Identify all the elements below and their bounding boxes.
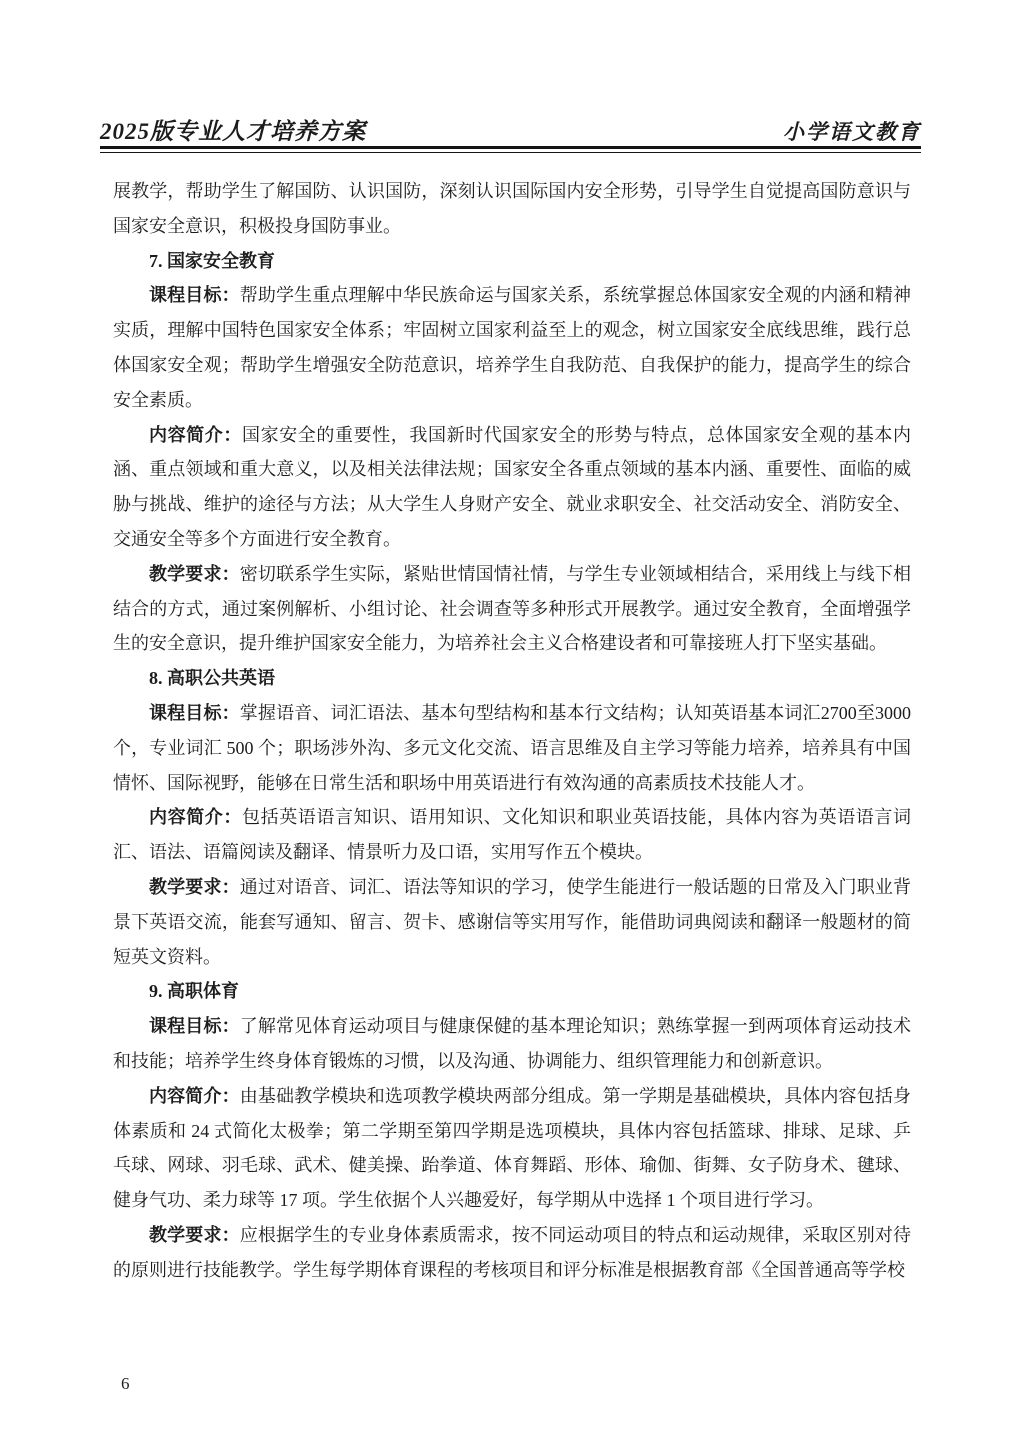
paragraph-course-objectives [113, 1009, 911, 1079]
paragraph-text: 通过对语音、词汇、语法等知识的学习，使学生能进行一般话题的日常及入门职业背景下英语交流，能套写通知、留言、贺卡、感谢信等实用写作，能借助词典阅读和翻译一般题材的简短英文资料。 [113, 876, 911, 967]
paragraph-text: 包括英语语言知识、语用知识、文化知识和职业英语技能，具体内容为英语语言词汇、语法、语篇阅读及翻译、情景听力及口语，实用写作五个模块。 [113, 807, 911, 863]
section-heading-physical-education: 9. 高职体育 [149, 981, 239, 1002]
section-heading-public-english: 8. 高职公共英语 [149, 668, 275, 689]
paragraph-label: 课程目标： [149, 285, 240, 306]
paragraph-text: 由基础教学模块和选项教学模块两部分组成。第一学期是基础模块，具体内容包括身体素质和 24 式简化太极拳；第二学期至第四学期是选项模块，具体内容包括篮球、排球、足球、乒乓球、网球、羽毛球、武术、健美操、跆拳道、体育舞蹈、形体、瑜伽、街舞、女子防身术、毽球、健身气功、柔力球等 17 项。学生依据个人兴趣爱好，每学期从中选择 1 个项目进行学习。 [113, 1085, 911, 1211]
header-rule-thin [100, 152, 921, 153]
paragraph-teaching-requirements [113, 557, 911, 661]
paragraph-text: 应根据学生的专业身体素质需求，按不同运动项目的特点和运动规律，采取区别对待的原则进行技能教学。学生每学期体育课程的考核项目和评分标准是根据教育部《全国普通高等学校 [113, 1224, 911, 1280]
paragraph-teaching-requirements [113, 1218, 911, 1288]
paragraph-content-overview [113, 418, 911, 557]
paragraph-label: 内容简介： [149, 1085, 240, 1106]
paragraph-label: 教学要求： [149, 1224, 240, 1245]
paragraph-teaching-requirements [113, 870, 911, 974]
header-right-title: 小学语文教育 [783, 120, 921, 144]
paragraph-text: 帮助学生重点理解中华民族命运与国家关系，系统掌握总体国家安全观的内涵和精神实质，理解中国特色国家安全体系；牢固树立国家利益至上的观念，树立国家安全底线思维，践行总体国家安全观；帮助学生增强安全防范意识，培养学生自我防范、自我保护的能力，提高学生的综合安全素质。 [113, 285, 911, 410]
paragraph-label: 课程目标： [149, 1016, 240, 1037]
page-header [100, 119, 921, 145]
paragraph-label: 教学要求： [149, 563, 240, 584]
section-heading-national-security: 7. 国家安全教育 [149, 250, 275, 271]
paragraph-course-objectives [113, 278, 911, 417]
paragraph-label: 教学要求： [149, 876, 240, 897]
paragraph-text: 了解常见体育运动项目与健康保健的基本理论知识；熟练掌握一到两项体育运动技术和技能；培养学生终身体育锻炼的习惯，以及沟通、协调能力、组织管理能力和创新意识。 [113, 1016, 911, 1071]
paragraph-text: 密切联系学生实际，紧贴世情国情社情，与学生专业领域相结合，采用线上与线下相结合的方式，通过案例解析、小组讨论、社会调查等多种形式开展教学。通过安全教育，全面增强学生的安全意识，提升维护国家安全能力，为培养社会主义合格建设者和可靠接班人打下坚实基础。 [113, 563, 911, 654]
paragraph-content-overview [113, 1079, 911, 1218]
page-number: 6 [121, 1374, 130, 1393]
header-left-title: 2025版专业人才培养方案 [100, 119, 366, 144]
document-body [113, 174, 911, 1288]
paragraph-content-overview [113, 800, 911, 870]
paragraph-label: 内容简介： [149, 807, 242, 828]
header-rule-thick [100, 146, 921, 149]
paragraph-text: 国家安全的重要性，我国新时代国家安全的形势与特点，总体国家安全观的基本内涵、重点领域和重大意义，以及相关法律法规；国家安全各重点领域的基本内涵、重要性、面临的威胁与挑战、维护的途径与方法；从大学生人身财产安全、就业求职安全、社交活动安全、消防安全、交通安全等多个方面进行安全教育。 [113, 424, 911, 549]
paragraph-course-objectives [113, 696, 911, 800]
paragraph-label: 内容简介： [149, 424, 242, 445]
paragraph-continuation: 展教学，帮助学生了解国防、认识国防，深刻认识国际国内安全形势，引导学生自觉提高国防意识与国家安全意识，积极投身国防事业。 [113, 181, 911, 236]
paragraph-text: 掌握语音、词汇语法、基本句型结构和基本行文结构；认知英语基本词汇2700至3000个，专业词汇 500 个；职场涉外沟、多元文化交流、语言思维及自主学习等能力培养，培养具有中国情怀、国际视野，能够在日常生活和职场中用英语进行有效沟通的高素质技术技能人才。 [113, 702, 912, 793]
paragraph-label: 课程目标： [149, 702, 240, 723]
